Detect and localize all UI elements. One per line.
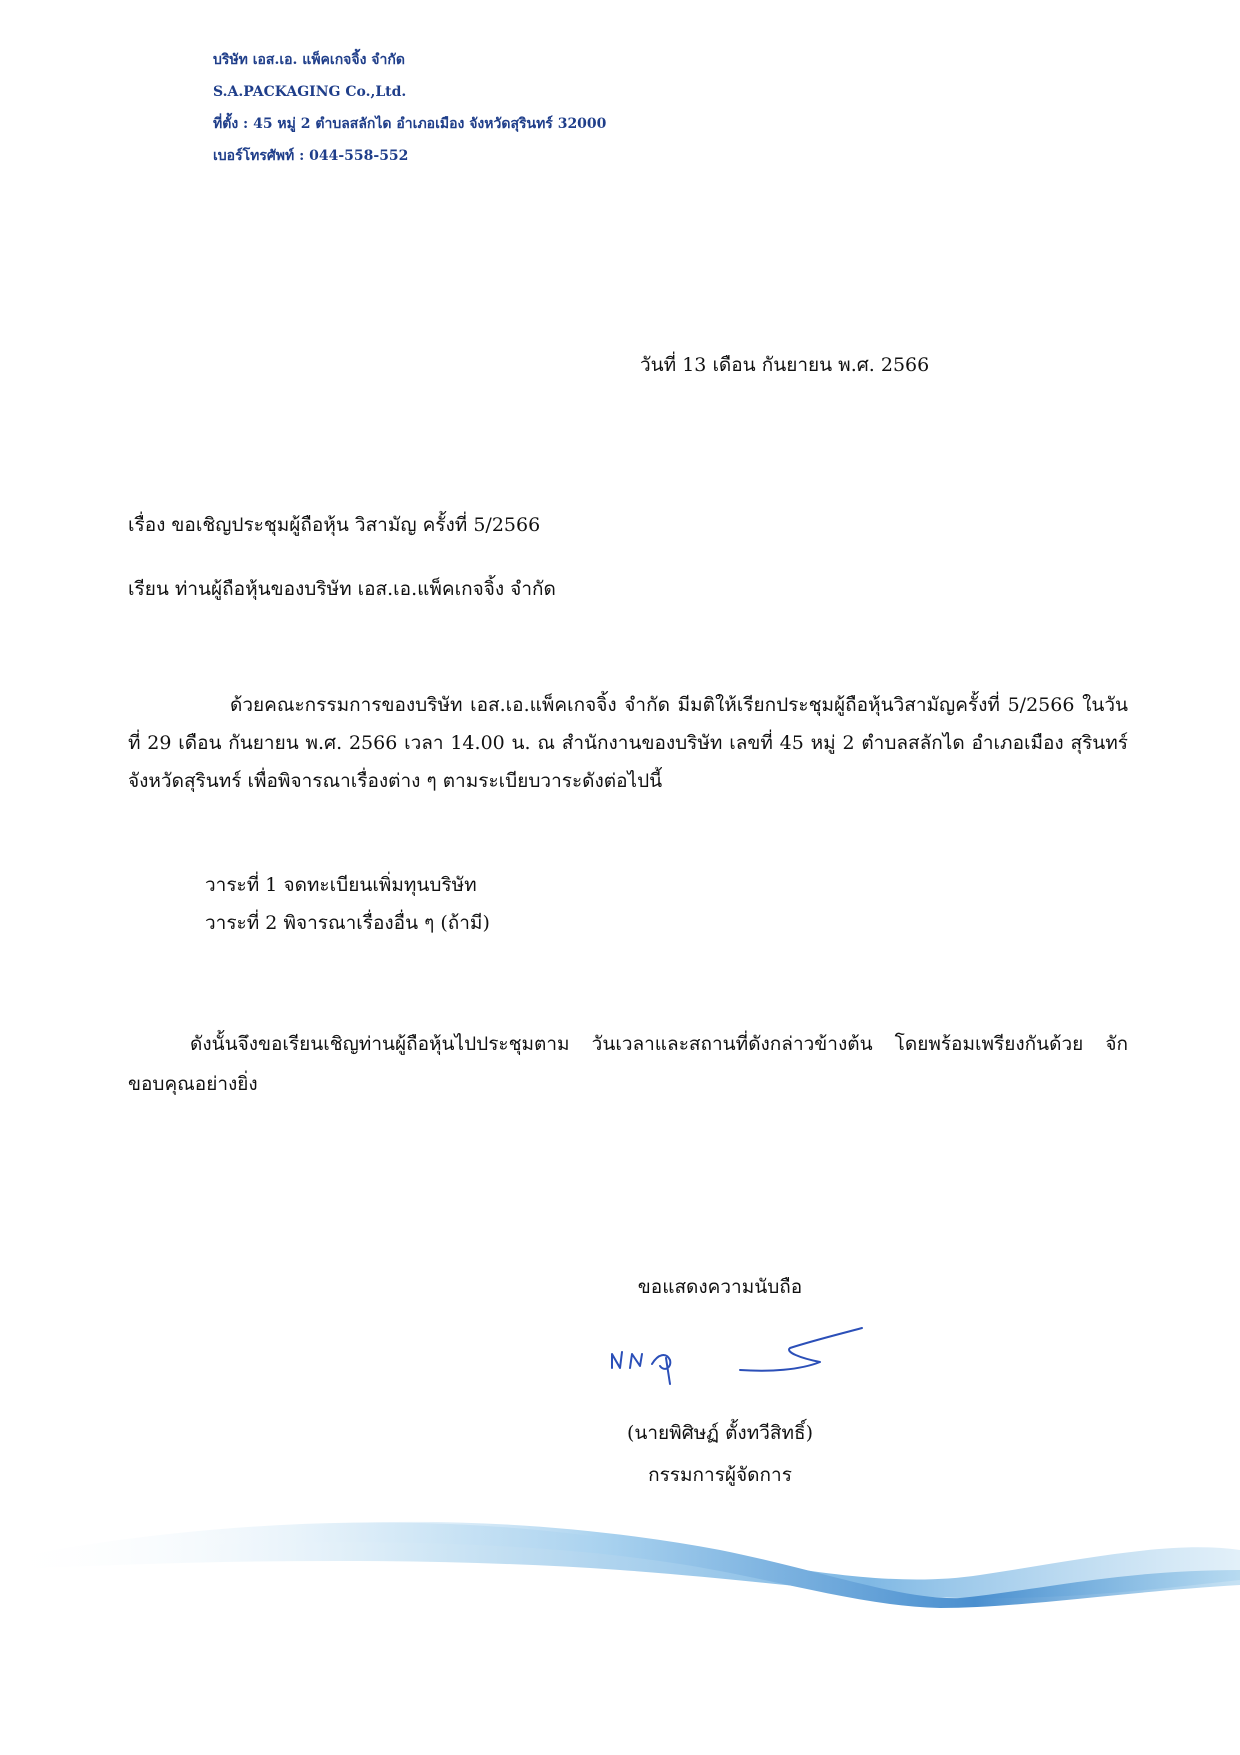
regards-text: ขอแสดงความนับถือ	[637, 1276, 803, 1298]
agenda-item: วาระที่ 1 จดทะเบียนเพิ่มทุนบริษัท	[205, 874, 477, 896]
body-paragraph: ด้วยคณะกรรมการของบริษัท เอส.เอ.แพ็คเกจจิ้ง จำกัด มีมติให้เรียกประชุมผู้ถือหุ้นวิสามัญครั้งที่ 5/2566 ในวันที่ 29 เดือน กันยายน พ.ศ. 2566 เวลา 14.00 น. ณ สำนักงานของบริษัท เลขที่ 45 หมู่ 2 ตำบลสลักได อำเภอเมือง สุรินทร์ จังหวัดสุรินทร์ เพื่อพิจารณาเรื่องต่าง ๆ ตามระเบียบวาระดังต่อไปนี้	[128, 694, 1128, 792]
decorative-wave	[0, 1480, 1240, 1640]
company-name-thai: บริษัท เอส.เอ. แพ็คเกจจิ้ง จำกัด	[213, 52, 405, 68]
agenda-list	[205, 866, 490, 942]
signature-image	[600, 1310, 900, 1390]
letterhead	[213, 44, 606, 172]
signer-title: กรรมการผู้จัดการ	[648, 1464, 792, 1486]
letter-subject: เรื่อง ขอเชิญประชุมผู้ถือหุ้น วิสามัญ ครั้งที่ 5/2566	[128, 514, 541, 536]
company-address: ที่ตั้ง : 45 หมู่ 2 ตำบลสลักได อำเภอเมือง จังหวัดสุรินทร์ 32000	[213, 116, 607, 132]
letter-salutation: เรียน ท่านผู้ถือหุ้นของบริษัท เอส.เอ.แพ็คเกจจิ้ง จำกัด	[128, 578, 556, 600]
closing-paragraph: ดังนั้นจึงขอเรียนเชิญท่านผู้ถือหุ้นไปประชุมตาม วันเวลาและสถานที่ดังกล่าวข้างต้น โดยพร้อมเพรียงกันด้วย จักขอบคุณอย่างยิ่ง	[128, 1033, 1128, 1095]
company-phone: เบอร์โทรศัพท์ : 044-558-552	[213, 148, 409, 164]
agenda-item: วาระที่ 2 พิจารณาเรื่องอื่น ๆ (ถ้ามี)	[205, 912, 490, 934]
signer-name: (นายพิศิษฏ์ ตั้งทวีสิทธิ์)	[626, 1422, 814, 1444]
company-name-english: S.A.PACKAGING Co.,Ltd.	[213, 84, 407, 100]
letter-date: วันที่ 13 เดือน กันยายน พ.ศ. 2566	[640, 354, 930, 376]
